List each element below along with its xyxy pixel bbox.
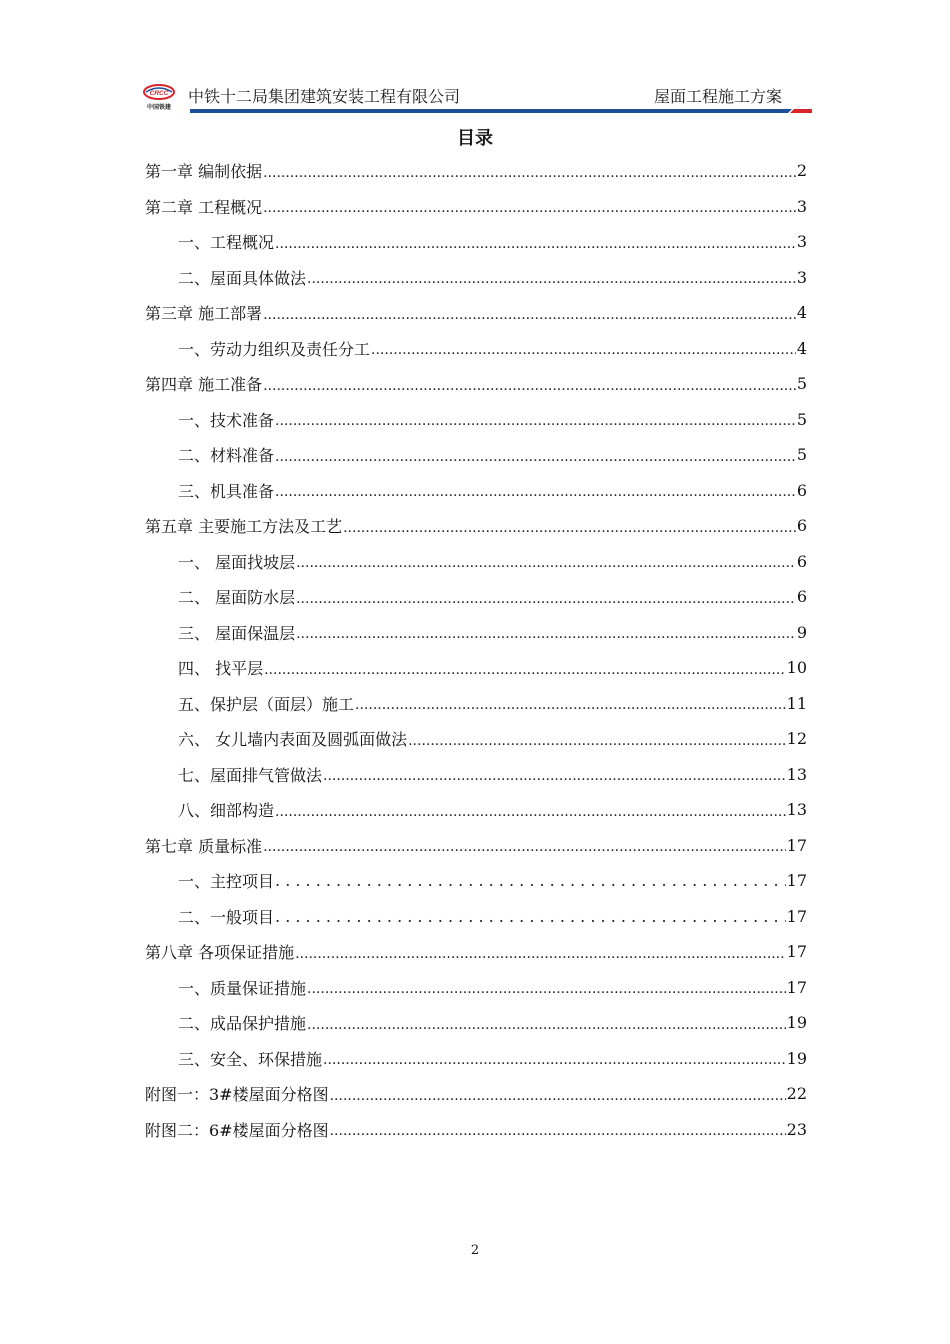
toc-entry-page: 17 <box>786 906 807 926</box>
toc-entry[interactable] <box>145 615 807 651</box>
toc-entry-title: 一、技术准备 <box>178 410 275 430</box>
crcc-logo-icon <box>140 82 178 112</box>
toc-entry-page: 3 <box>796 267 807 287</box>
toc-dot-leader <box>307 981 786 997</box>
toc-entry-page: 11 <box>786 693 807 713</box>
toc-entry-title: 三、 屋面保温层 <box>178 623 296 643</box>
toc-dot-leader <box>275 804 786 820</box>
toc-entry-title: 第一章 编制依据 <box>145 162 263 182</box>
toc-dot-leader <box>275 449 796 465</box>
toc-dot-leader <box>296 555 796 571</box>
toc-entry-page: 6 <box>796 587 807 607</box>
toc-dot-leader <box>296 626 796 642</box>
toc-dot-leader <box>296 591 796 607</box>
toc-entry[interactable] <box>145 331 807 367</box>
toc-dot-leader <box>263 378 796 394</box>
toc-entry-title: 第三章 施工部署 <box>145 304 263 324</box>
toc-dot-leader <box>275 484 796 500</box>
toc-heading: 目录 <box>457 128 493 149</box>
logo-badge-text: CRCC <box>149 90 169 97</box>
logo-caption: 中国铁建 <box>146 104 172 111</box>
toc-entry-title: 一、 屋面找坡层 <box>178 552 296 572</box>
toc-dot-leader <box>307 271 796 287</box>
toc-entry-page: 5 <box>796 374 807 394</box>
toc-dot-leader <box>295 946 786 962</box>
toc-entry[interactable] <box>145 153 807 189</box>
toc-entry[interactable] <box>145 1005 807 1041</box>
toc-entry[interactable] <box>145 1041 807 1077</box>
toc-entry[interactable] <box>145 473 807 509</box>
toc-entry-title: 第二章 工程概况 <box>145 197 263 217</box>
toc-dot-leader <box>355 697 786 713</box>
toc-entry-title: 六、 女儿墙内表面及圆弧面做法 <box>178 730 408 750</box>
toc-entry[interactable] <box>145 402 807 438</box>
toc-dot-leader <box>371 342 796 358</box>
toc-entry-page: 17 <box>786 942 807 962</box>
toc-dot-leader <box>263 165 796 181</box>
toc-entry-title: 五、保护层（面层）施工 <box>178 694 355 714</box>
toc-entry-page: 3 <box>796 196 807 216</box>
toc-entry-title: 第八章 各项保证措施 <box>145 943 295 963</box>
toc-entry-page: 4 <box>796 303 807 323</box>
toc-entry[interactable] <box>145 650 807 686</box>
toc-entry[interactable] <box>145 1076 807 1112</box>
toc-entry-title: 第四章 施工准备 <box>145 375 263 395</box>
toc-dot-leader <box>323 1052 786 1068</box>
header-rule <box>190 108 812 114</box>
toc-entry-title: 三、安全、环保措施 <box>178 1049 323 1069</box>
toc-dot-leader <box>263 839 786 855</box>
toc-dot-leader <box>263 307 796 323</box>
toc-entry[interactable] <box>145 863 807 899</box>
toc-entry-page: 10 <box>786 658 807 678</box>
toc-dot-leader <box>263 200 796 216</box>
toc-entry-title: 第七章 质量标准 <box>145 836 263 856</box>
toc-entry[interactable] <box>145 721 807 757</box>
toc-dot-leader <box>264 662 786 678</box>
toc-entry-title: 三、机具准备 <box>178 481 275 501</box>
toc-dot-leader <box>307 1017 786 1033</box>
toc-entry-page: 5 <box>796 445 807 465</box>
toc-entry-page: 6 <box>796 516 807 536</box>
toc-entry[interactable] <box>145 544 807 580</box>
toc-dot-leader <box>275 907 786 926</box>
table-of-contents <box>145 153 807 1147</box>
toc-entry-page: 4 <box>796 338 807 358</box>
toc-entry[interactable] <box>145 792 807 828</box>
toc-entry[interactable] <box>145 899 807 935</box>
toc-dot-leader <box>275 413 796 429</box>
toc-entry[interactable] <box>145 579 807 615</box>
toc-entry[interactable] <box>145 260 807 296</box>
toc-entry-page: 5 <box>796 409 807 429</box>
toc-entry-title: 二、一般项目 <box>178 907 275 927</box>
toc-entry-title: 第五章 主要施工方法及工艺 <box>145 517 343 537</box>
toc-entry[interactable] <box>145 970 807 1006</box>
toc-entry-page: 17 <box>786 835 807 855</box>
toc-entry-title: 一、劳动力组织及责任分工 <box>178 339 371 359</box>
company-name: 中铁十二局集团建筑安装工程有限公司 <box>188 87 461 106</box>
toc-entry-title: 八、细部构造 <box>178 801 275 821</box>
toc-dot-leader <box>275 236 796 252</box>
page-number: 2 <box>470 1243 480 1258</box>
toc-dot-leader <box>343 520 796 536</box>
toc-dot-leader <box>408 733 786 749</box>
toc-entry-page: 6 <box>796 480 807 500</box>
toc-entry[interactable] <box>145 189 807 225</box>
toc-entry-title: 四、 找平层 <box>178 659 264 679</box>
toc-entry[interactable] <box>145 366 807 402</box>
toc-entry-title: 一、主控项目 <box>178 872 275 892</box>
toc-entry-page: 12 <box>786 729 807 749</box>
toc-entry-title: 二、屋面具体做法 <box>178 268 307 288</box>
toc-entry[interactable] <box>145 508 807 544</box>
document-title: 屋面工程施工方案 <box>653 87 782 106</box>
toc-entry-page: 9 <box>796 622 807 642</box>
toc-entry-title: 七、屋面排气管做法 <box>178 765 323 785</box>
toc-entry-title: 附图一：3#楼屋面分格图 <box>145 1085 329 1105</box>
toc-entry-page: 19 <box>786 1048 807 1068</box>
toc-entry-page: 2 <box>796 161 807 181</box>
toc-entry-page: 17 <box>786 871 807 891</box>
page-header <box>138 80 812 116</box>
toc-entry-page: 19 <box>786 1013 807 1033</box>
toc-entry-title: 二、材料准备 <box>178 446 275 466</box>
toc-entry-page: 22 <box>786 1084 807 1104</box>
toc-entry[interactable] <box>145 295 807 331</box>
toc-entry-title: 一、工程概况 <box>178 233 275 253</box>
toc-entry-page: 13 <box>786 800 807 820</box>
toc-entry[interactable] <box>145 828 807 864</box>
toc-entry-page: 23 <box>786 1119 807 1139</box>
toc-entry-title: 一、质量保证措施 <box>178 978 307 998</box>
toc-entry-title: 二、成品保护措施 <box>178 1014 307 1034</box>
toc-entry-page: 3 <box>796 232 807 252</box>
toc-dot-leader <box>330 1088 786 1104</box>
toc-entry[interactable] <box>145 437 807 473</box>
toc-entry[interactable] <box>145 757 807 793</box>
toc-entry-page: 6 <box>796 551 807 571</box>
toc-dot-leader <box>323 768 786 784</box>
toc-entry[interactable] <box>145 1112 807 1148</box>
toc-entry-title: 二、 屋面防水层 <box>178 588 296 608</box>
toc-dot-leader <box>330 1123 786 1139</box>
toc-entry[interactable] <box>145 224 807 260</box>
toc-entry[interactable] <box>145 686 807 722</box>
toc-dot-leader <box>275 871 786 890</box>
toc-entry-page: 17 <box>786 977 807 997</box>
toc-entry-title: 附图二：6#楼屋面分格图 <box>145 1120 329 1140</box>
toc-entry[interactable] <box>145 934 807 970</box>
toc-entry-page: 13 <box>786 764 807 784</box>
